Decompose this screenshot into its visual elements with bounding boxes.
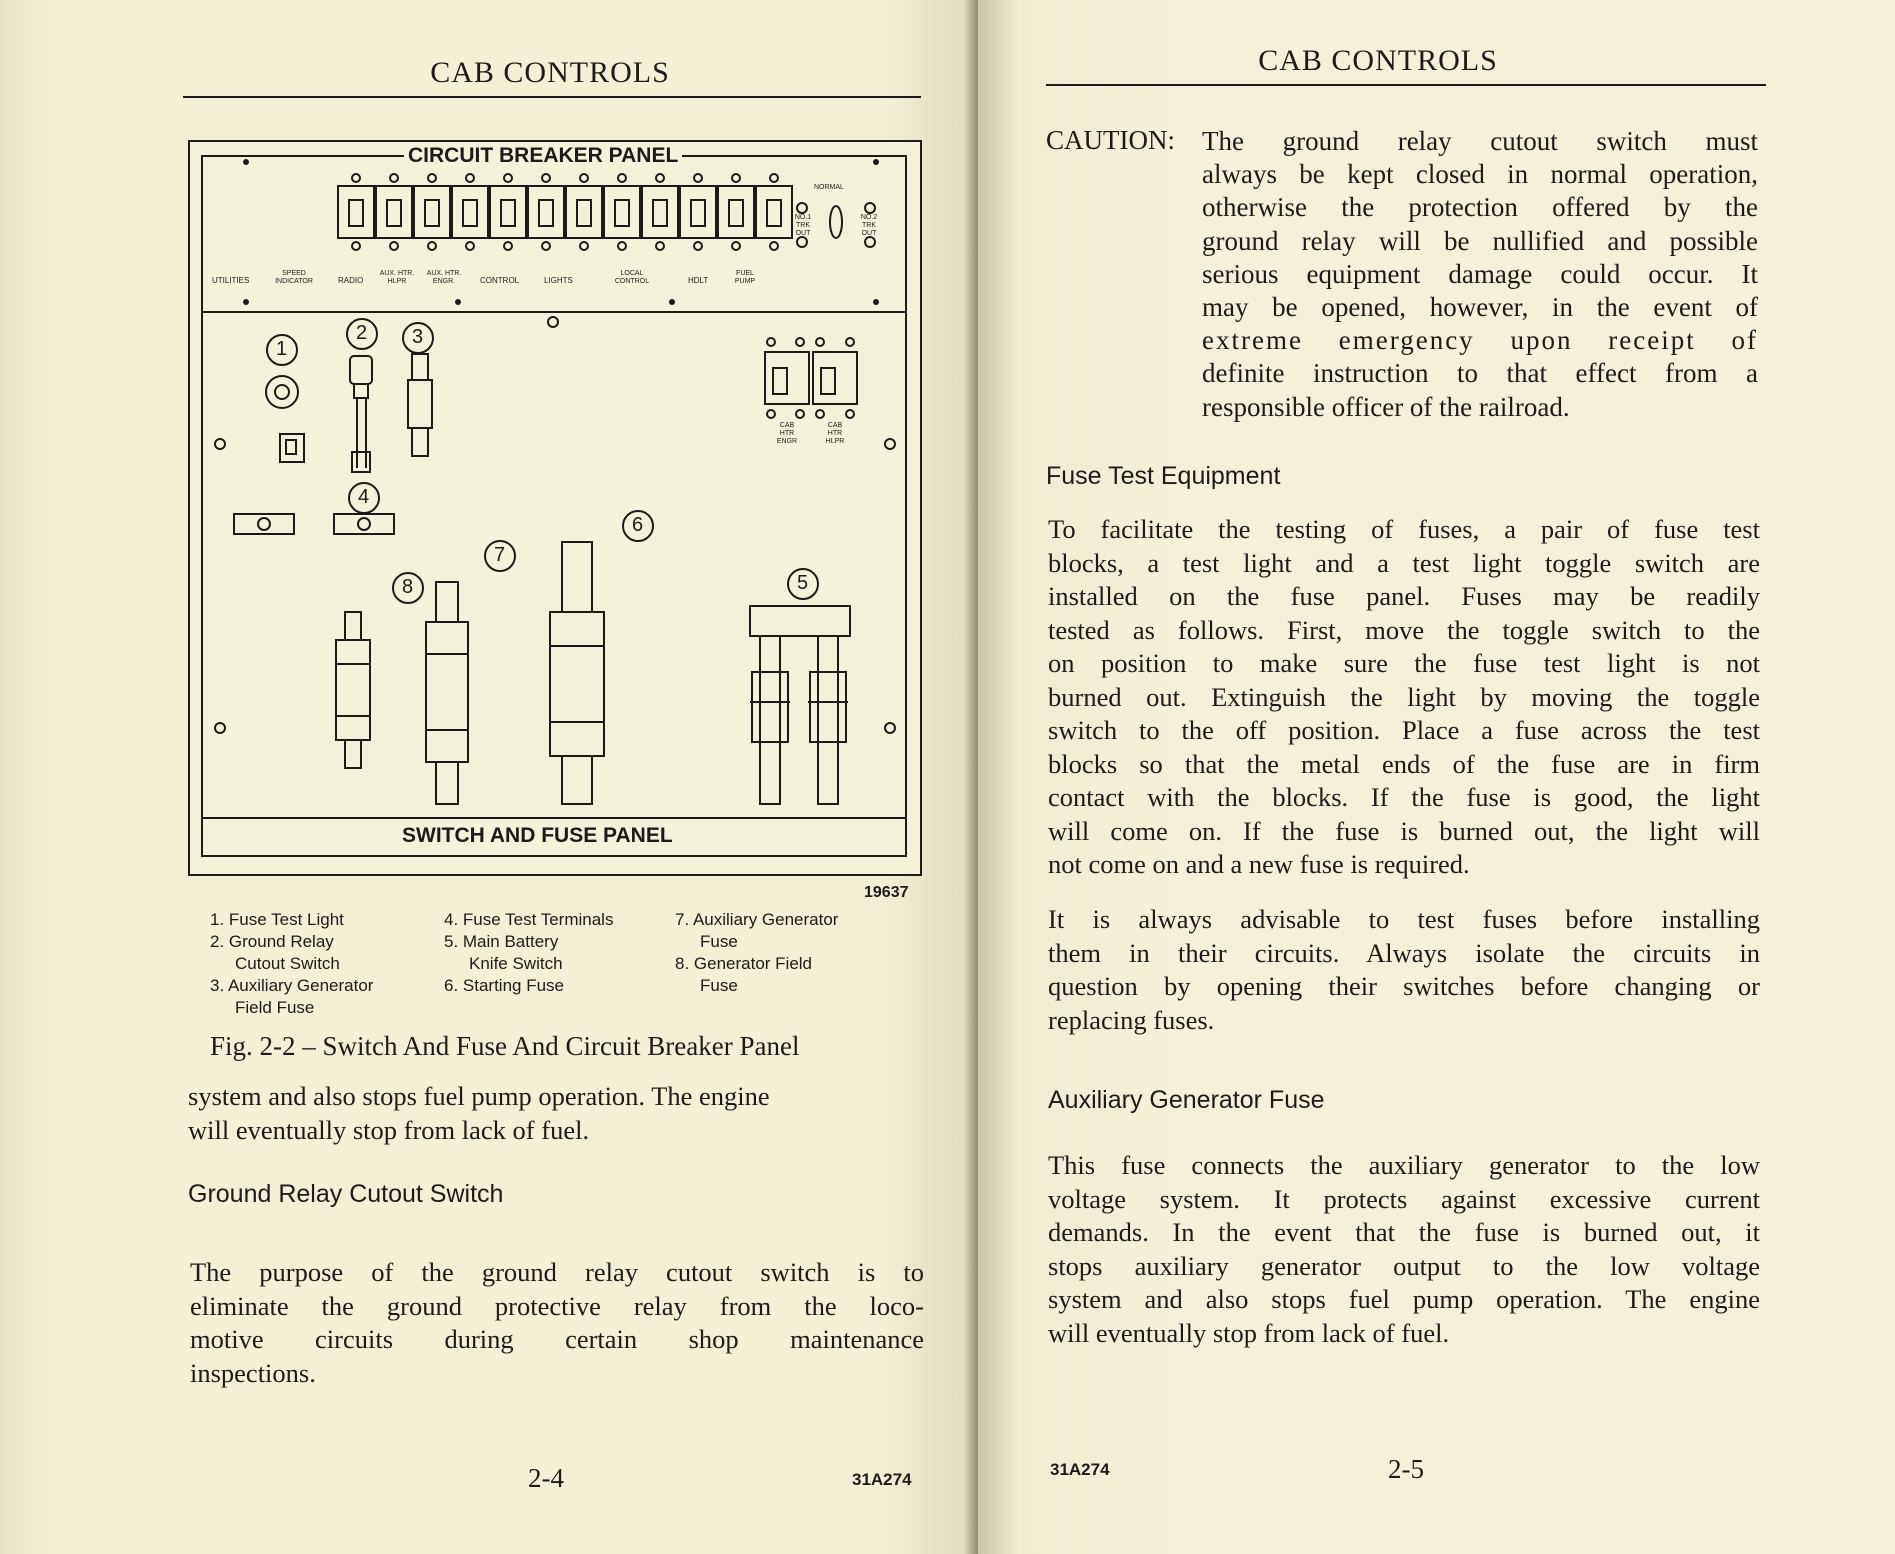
breaker-label-control: CONTROL	[480, 276, 520, 285]
breaker-screw	[656, 174, 664, 182]
breaker-label-utilities: UTILITIES	[212, 276, 250, 285]
breaker-toggle	[691, 200, 705, 226]
breaker-label-local-control: LOCAL CONTROL	[614, 270, 650, 285]
breaker-screw	[352, 242, 360, 250]
left-document-code: 31A274	[852, 1470, 912, 1489]
text-line: This fuse connects the auxiliary generator to the low	[1048, 1150, 1760, 1180]
breaker-label-aux-htr-engr: AUX. HTR. ENGR.	[426, 270, 462, 285]
text-line: responsible officer of the railroad.	[1202, 391, 1570, 422]
fuse-test-equipment-heading: Fuse Test Equipment	[1046, 462, 1281, 490]
text-line: eliminate the ground protective relay from the loco-	[190, 1290, 924, 1321]
breaker-screw	[656, 242, 664, 250]
breaker-screw	[580, 242, 588, 250]
breaker-screw	[428, 242, 436, 250]
left-head-rule	[183, 96, 921, 98]
text-line: otherwise the protection offered by the	[1202, 192, 1758, 223]
breaker-screw	[352, 174, 360, 182]
left-running-head: CAB CONTROLS	[430, 56, 670, 89]
legend-item: 2. Ground Relay	[210, 932, 334, 951]
breaker-toggle	[463, 200, 477, 226]
breaker-screw	[694, 242, 702, 250]
breaker-label-aux-htr-hlpr: AUX. HTR. HLPR	[379, 270, 415, 285]
legend-item: 7. Auxiliary Generator	[675, 910, 839, 929]
text-line: voltage system. It protects against excessive current	[1048, 1183, 1760, 1214]
breaker-screw	[618, 174, 626, 182]
legend-item: 6. Starting Fuse	[444, 976, 565, 995]
text-line: will come on. If the fuse is burned out, the light will	[1048, 815, 1760, 846]
legend-item: Fuse	[700, 976, 738, 995]
panel-diagram	[190, 142, 920, 874]
circuit-breaker	[338, 186, 374, 238]
circuit-breaker-panel-label: CIRCUIT BREAKER PANEL	[404, 144, 682, 168]
circuit-breaker	[642, 186, 678, 238]
right-running-head: CAB CONTROLS	[1258, 44, 1498, 77]
breaker-screw	[770, 174, 778, 182]
cab-htr-hlpr-label: CAB HTR HLPR	[825, 422, 845, 445]
text-line: not come on and a new fuse is required.	[1048, 849, 1470, 879]
breaker-screw	[542, 174, 550, 182]
right-document-code: 31A274	[1050, 1460, 1110, 1479]
breaker-screw	[542, 242, 550, 250]
text-line: motive circuits during certain shop maintenance	[190, 1324, 924, 1354]
breaker-toggle	[615, 200, 629, 226]
ground-relay-heading: Ground Relay Cutout Switch	[188, 1180, 504, 1208]
circuit-breaker	[528, 186, 564, 238]
callout-8: 8	[402, 576, 414, 598]
circuit-breaker	[376, 186, 412, 238]
breaker-screw	[770, 242, 778, 250]
breaker-toggle	[387, 200, 401, 226]
text-line: blocks, a test light and a test light toggle switch are	[1048, 547, 1760, 578]
breaker-screw	[428, 174, 436, 182]
legend-item: Field Fuse	[235, 998, 315, 1017]
breaker-label-hdlt: HDLT	[688, 276, 709, 285]
text-line: system and also stops fuel pump operation. The engine	[188, 1081, 770, 1111]
text-line: may be opened, however, in the event of	[1202, 292, 1758, 323]
figure-number: 19637	[864, 884, 909, 901]
text-line: them in their circuits. Always isolate the circuits in	[1048, 937, 1760, 968]
text-line: ground relay will be nullified and possible	[1202, 225, 1758, 256]
left-page-number: 2-4	[528, 1463, 564, 1493]
breaker-screw	[732, 242, 740, 250]
text-line: will eventually stop from lack of fuel.	[188, 1114, 590, 1145]
breaker-label-radio: RADIO	[338, 276, 364, 285]
legend-column-2	[444, 909, 674, 997]
callout-2: 2	[356, 322, 368, 344]
right-paragraph-2	[1048, 903, 1760, 1037]
panel-figure	[188, 140, 922, 876]
cab-htr-engr-label: CAB HTR ENGR	[776, 422, 798, 445]
circuit-breaker	[566, 186, 602, 238]
legend-column-1	[210, 909, 440, 1019]
circuit-breaker	[452, 186, 488, 238]
callout-7: 7	[494, 544, 506, 566]
right-head-rule	[1046, 84, 1766, 86]
caution-text	[1202, 125, 1758, 424]
left-paragraph-2	[190, 1256, 924, 1390]
legend-item: 8. Generator Field	[675, 954, 813, 973]
legend-item: 5. Main Battery	[444, 932, 559, 951]
breaker-toggle	[349, 200, 363, 226]
text-line: To facilitate the testing of fuses, a pair of fuse test	[1048, 514, 1760, 544]
breaker-screw	[466, 242, 474, 250]
text-line: always be kept closed in normal operation,	[1202, 159, 1758, 190]
breaker-label-speed-indicator: SPEED INDICATOR	[275, 270, 313, 285]
breaker-screw	[390, 242, 398, 250]
trk-right-label: NO.2 TRK OUT	[860, 214, 878, 237]
text-line: blocks so that the metal ends of the fuse are in firm	[1048, 748, 1760, 779]
text-line: tested as follows. First, move the toggle switch to the	[1048, 614, 1760, 645]
text-line: stops auxiliary generator output to the low voltage	[1048, 1250, 1760, 1281]
breaker-toggle	[767, 200, 781, 226]
right-paragraph-1	[1048, 513, 1760, 882]
trk-left-label: NO.1 TRK OUT	[794, 214, 812, 237]
figure-caption: Fig. 2-2 – Switch And Fuse And Circuit Breaker Panel	[210, 1031, 800, 1061]
legend-item: 1. Fuse Test Light	[210, 910, 344, 929]
text-line: installed on the fuse panel. Fuses may be readily	[1048, 581, 1760, 611]
right-paragraph-3	[1048, 1149, 1760, 1350]
circuit-breaker	[718, 186, 754, 238]
breaker-screw	[466, 174, 474, 182]
circuit-breaker	[756, 186, 792, 238]
callout-4: 4	[358, 486, 370, 508]
text-line: The purpose of the ground relay cutout switch is to	[190, 1257, 924, 1287]
breaker-screw	[504, 242, 512, 250]
breaker-screw	[504, 174, 512, 182]
legend-item: Cutout Switch	[235, 954, 340, 973]
legend-item: 4. Fuse Test Terminals	[444, 910, 614, 929]
text-line: extreme emergency upon receipt of	[1202, 325, 1758, 356]
text-line: inspections.	[190, 1357, 316, 1388]
circuit-breaker	[604, 186, 640, 238]
breaker-label-lights: LIGHTS	[544, 276, 573, 285]
text-line: contact with the blocks. If the fuse is good, the light	[1048, 782, 1760, 812]
left-paragraph-1	[188, 1080, 922, 1147]
legend-column-3	[675, 909, 915, 997]
text-line: demands. In the event that the fuse is burned out, it	[1048, 1217, 1760, 1247]
auxiliary-generator-fuse-heading: Auxiliary Generator Fuse	[1048, 1086, 1325, 1114]
text-line: on position to make sure the fuse test light is not	[1048, 648, 1760, 678]
caution-label: CAUTION:	[1046, 125, 1175, 155]
callout-3: 3	[412, 326, 424, 348]
breaker-label-fuel-pump: FUEL PUMP	[734, 270, 756, 285]
text-line: serious equipment damage could occur. It	[1202, 258, 1758, 289]
right-page	[978, 0, 1895, 1554]
callout-1: 1	[276, 338, 288, 360]
text-line: will eventually stop from lack of fuel.	[1048, 1317, 1450, 1348]
trk-normal-label: NORMAL	[814, 184, 844, 191]
text-line: switch to the off position. Place a fuse across the test	[1048, 715, 1760, 745]
text-line: burned out. Extinguish the light by moving the toggle	[1048, 681, 1760, 712]
circuit-breaker	[680, 186, 716, 238]
text-line: The ground relay cutout switch must	[1202, 126, 1758, 156]
breaker-toggle	[577, 200, 591, 226]
callout-6: 6	[632, 514, 644, 536]
text-line: definite instruction to that effect from a	[1202, 358, 1758, 389]
right-page-number: 2-5	[1388, 1454, 1424, 1484]
breaker-screw	[732, 174, 740, 182]
breaker-screw	[390, 174, 398, 182]
breaker-screw	[694, 174, 702, 182]
text-line: It is always advisable to test fuses before installing	[1048, 904, 1760, 934]
circuit-breaker	[414, 186, 450, 238]
legend-item: 3. Auxiliary Generator	[210, 976, 374, 995]
breaker-toggle	[425, 200, 439, 226]
switch-fuse-panel-label: SWITCH AND FUSE PANEL	[402, 824, 673, 847]
circuit-breaker	[490, 186, 526, 238]
legend-item: Knife Switch	[469, 954, 563, 973]
breaker-screw	[618, 242, 626, 250]
breaker-toggle	[501, 200, 515, 226]
text-line: replacing fuses.	[1048, 1004, 1215, 1035]
text-line: question by opening their switches before changing or	[1048, 971, 1760, 1001]
legend-item: Fuse	[700, 932, 738, 951]
callout-5: 5	[797, 572, 809, 594]
breaker-toggle	[653, 200, 667, 226]
text-line: system and also stops fuel pump operation. The engine	[1048, 1284, 1760, 1314]
breaker-toggle	[729, 200, 743, 226]
breaker-toggle	[539, 200, 553, 226]
breaker-screw	[580, 174, 588, 182]
